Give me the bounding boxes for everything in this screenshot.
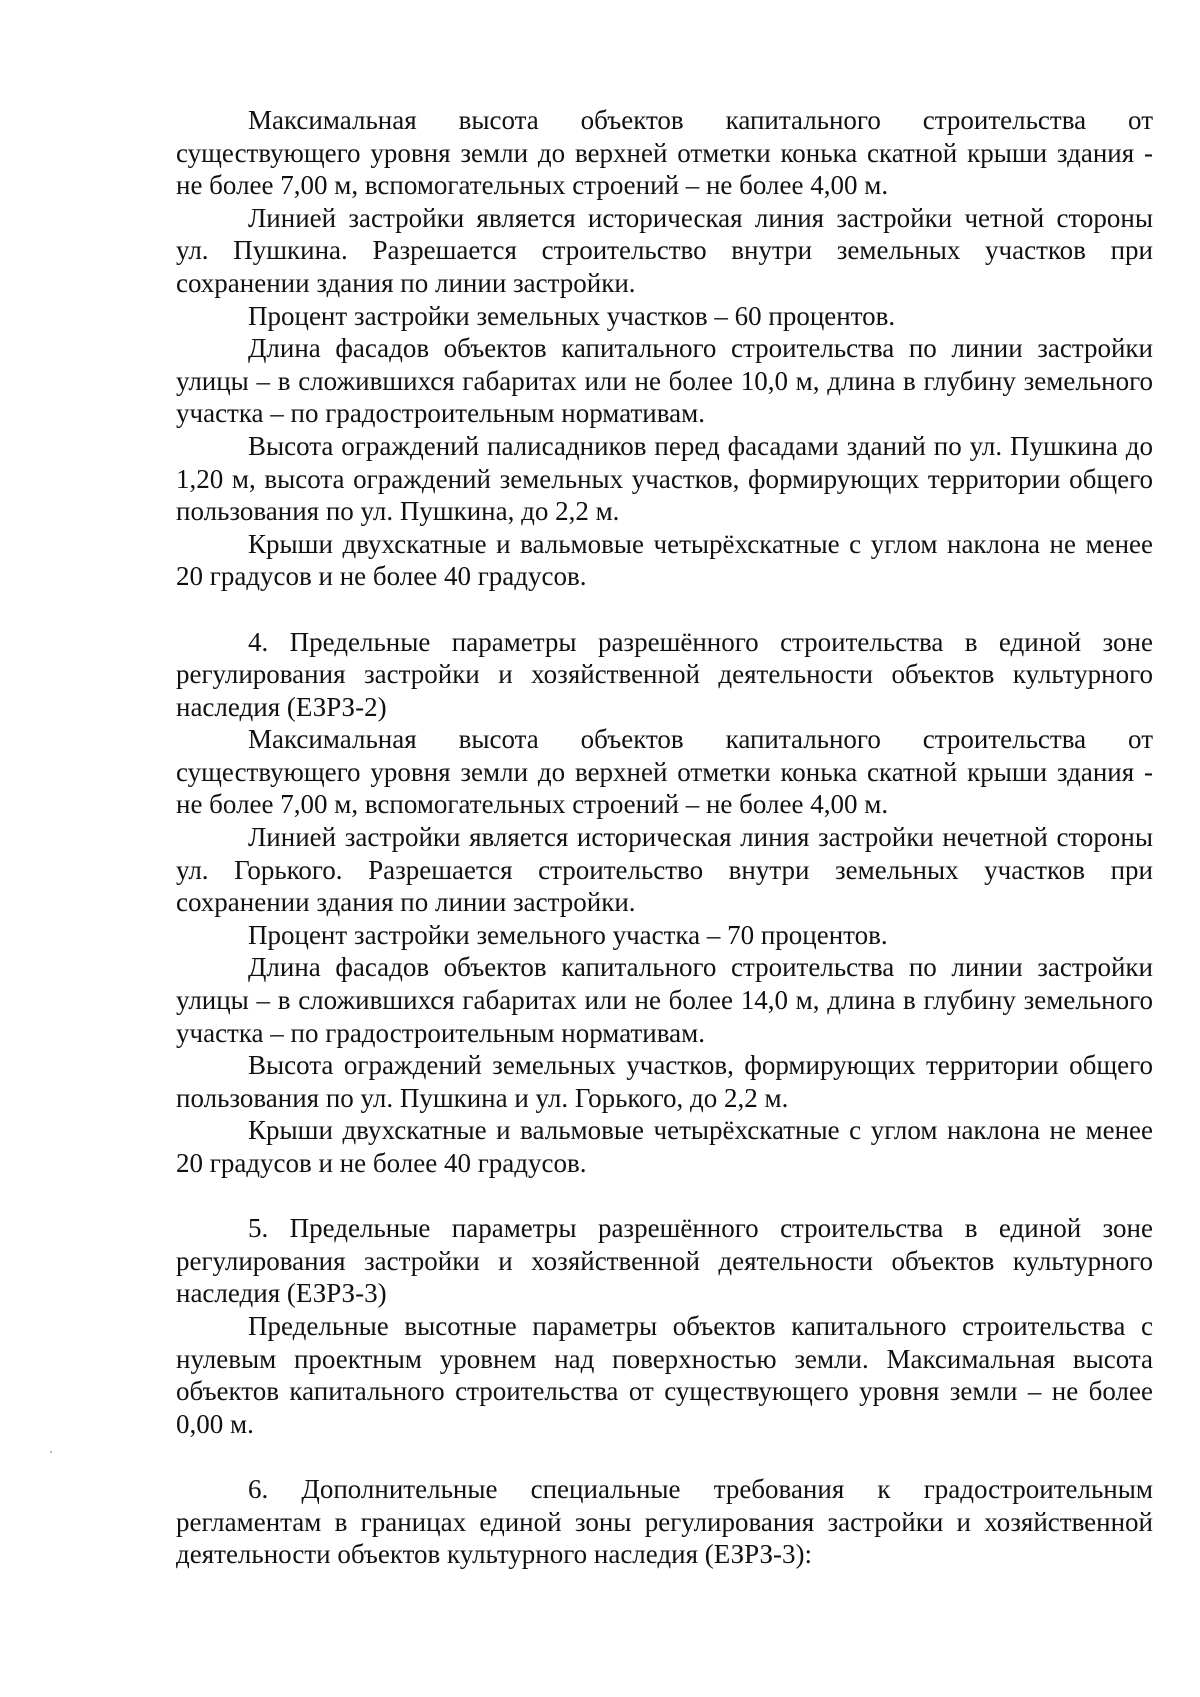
paragraph-coverage-2: Процент застройки земельного участка – 70 процентов. [248,919,888,950]
section-heading-4: 4. Предельные параметры разрешённого строительства в единой зоне регулирования застройки и хозяйственной деятельности объектов культурного наследия (ЕЗРЗ-2) [176,626,1153,722]
section-heading-6: 6. Дополнительные специальные требования к градостроительным регламентам в границах единой зоны регулирования застройки и хозяйственной деятельности объектов культурного наследия (ЕЗРЗ-3): [176,1473,1153,1570]
paragraph-fence-height-2: Высота ограждений земельных участков, формирующих территории общего пользования по ул. Пушкина и ул. Горького, до 2,2 м. [176,1050,1153,1113]
section-spacer [176,1180,1153,1213]
paragraph-roofs-1: Крыши двухскатные и вальмовые четырёхскатные с углом наклона не менее 20 градусов и не более 40 градусов. [176,528,1153,592]
paragraph-building-line-1: Линией застройки является историческая линия застройки четной стороны ул. Пушкина. Разрешается строительство внутри земельных участков при сохранении здания по линии застройки. [176,202,1153,298]
section-heading-5: 5. Предельные параметры разрешённого строительства в единой зоне регулирования застройки и хозяйственной деятельности объектов культурного наследия (ЕЗРЗ-3) [176,1213,1153,1309]
document-page [176,104,1153,1571]
paragraph-facade-length-1: Длина фасадов объектов капитального строительства по линии застройки улицы – в сложившихся габаритах или не более 10,0 м, длина в глубину земельного участка – по градостроительным нормативам. [176,333,1153,429]
paragraph-building-line-2: Линией застройки является историческая линия застройки нечетной стороны ул. Горького. Разрешается строительство внутри земельных участков при сохранении здания по линии застройки. [176,822,1153,918]
paragraph-roofs-2: Крыши двухскатные и вальмовые четырёхскатные с углом наклона не менее 20 градусов и не более 40 градусов. [176,1115,1153,1178]
paragraph-max-height-1: Максимальная высота объектов капитального строительства от существующего уровня земли до верхней отметки конька скатной крыши здания - не более 7,00 м, вспомогательных строений – не более 4,00 м. [176,105,1153,201]
section-spacer [176,593,1153,626]
paragraph-coverage-1: Процент застройки земельных участков – 60 процентов. [248,300,896,331]
scan-speck [50,1451,52,1453]
section-spacer [176,1440,1153,1473]
paragraph-height-params-3: Предельные высотные параметры объектов капитального строительства с нулевым проектным уровнем над поверхностью земли. Максимальная высота объектов капитального строительства от существующего уровня земли – не более 0,00 м. [176,1310,1153,1439]
paragraph-fence-height-1: Высота ограждений палисадников перед фасадами зданий по ул. Пушкина до 1,20 м, высота ограждений земельных участков, формирующих территории общего пользования по ул. Пушкина, до 2,2 м. [176,430,1153,527]
paragraph-max-height-2: Максимальная высота объектов капитального строительства от существующего уровня земли до верхней отметки конька скатной крыши здания - не более 7,00 м, вспомогательных строений – не более 4,00 м. [176,724,1153,820]
paragraph-facade-length-2: Длина фасадов объектов капитального строительства по линии застройки улицы – в сложившихся габаритах или не более 14,0 м, длина в глубину земельного участка – по градостроительным нормативам. [176,952,1153,1048]
